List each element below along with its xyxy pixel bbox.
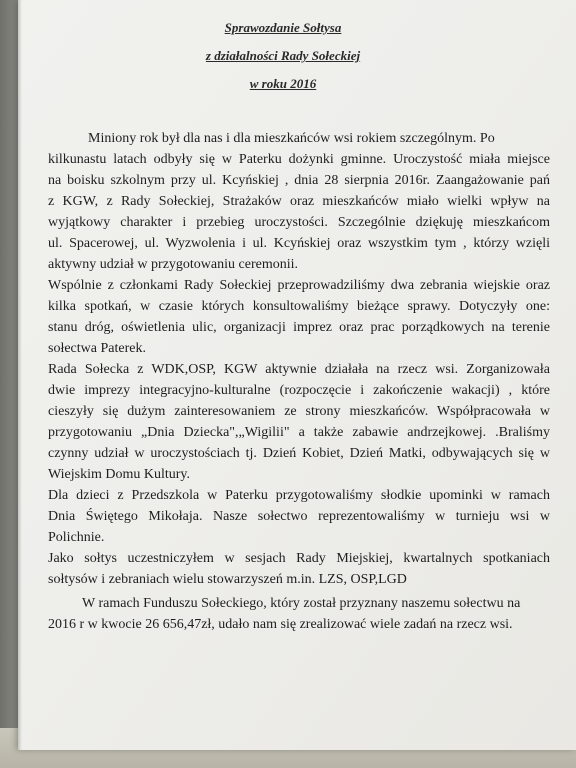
p3-line-5: czynny udział w uroczystościach tj. Dzień Kobiet, Dzień Matki, odbywających się w [48,446,550,461]
p2-line-3: stanu dróg, oświetlenia ulic, organizacji imprez oraz prac porządkowych na terenie [48,320,550,335]
document-body [48,128,550,635]
p5-line-2: sołtysów i zebraniach wielu stowarzyszeń m.in. LZS, OSP,LGD [48,572,407,587]
p1-line-7: aktywny udział w przygotowaniu ceremonii. [48,257,298,272]
p3-line-4: przygotowaniu „Dnia Dziecka",„Wigilii" a także zabawie andrzejkowej. .Braliśmy [48,425,550,440]
page-shadow-edge [18,0,22,750]
p4-line-2: Dnia Świętego Mikołaja. Nasze sołectwo reprezentowaliśmy w turnieju wsi w [48,509,550,524]
p3-line-6: Wiejskim Domu Kultury. [48,467,191,482]
p1-line-5: wyjątkowy charakter i przebieg uroczystości. Szczególnie dziękuję mieszkańcom [48,215,550,230]
p1-line-6: ul. Spacerowej, ul. Wyzwolenia i ul. Kcyńskiej oraz wszystkim tym , którzy wzięli [48,236,550,251]
p3-line-2: dwie imprezy integracyjno-kulturalne (rozpoczęcie i zakończenie wakacji) , które [48,383,550,398]
p2-line-4: sołectwa Paterek. [48,341,146,356]
p2-line-2: kilka spotkań, w czasie których konsultowaliśmy bieżące sprawy. Dotyczyły one: [48,299,550,314]
p6-line-2: 2016 r w kwocie 26 656,47zł, udało nam się zrealizować wiele zadań na rzecz wsi. [48,617,513,632]
p1-line-4: z KGW, z Rady Sołeckiej, Strażaków oraz mieszkańców miało wielki wpływ na [48,194,550,209]
document-title [18,14,548,98]
p6-line-1: W ramach Funduszu Sołeckiego, który został przyznany naszemu sołectwu na [82,596,521,611]
document-page [18,0,576,750]
p3-line-1: Rada Sołecka z WDK,OSP, KGW aktywnie działała na rzecz wsi. Zorganizowała [48,362,550,377]
title-line-3: w roku 2016 [249,76,317,91]
p4-line-1: Dla dzieci z Przedszkola w Paterku przygotowaliśmy słodkie upominki w ramach [48,488,550,503]
p1-line-1: Miniony rok był dla nas i dla mieszkańców wsi rokiem szczególnym. Po [88,131,495,146]
p1-line-3: na boisku szkolnym przy ul. Kcyńskiej , dnia 28 sierpnia 2016r. Zaangażowanie pań [48,173,550,188]
title-line-2: z działalności Rady Sołeckiej [205,48,361,63]
p3-line-3: cieszyły się dużym zainteresowaniem ze strony mieszkańców. Współpracowała w [48,404,550,419]
p2-line-1: Wspólnie z członkami Rady Sołeckiej przeprowadziliśmy dwa zebrania wiejskie oraz [48,278,550,293]
p5-line-1: Jako sołtys uczestniczyłem w sesjach Rady Miejskiej, kwartalnych spotkaniach [48,551,550,566]
p4-line-3: Polichnie. [48,530,105,545]
p1-line-2: kilkunastu latach odbyły się w Paterku dożynki gminne. Uroczystość miała miejsce [48,152,550,167]
title-line-1: Sprawozdanie Sołtysa [224,20,342,35]
